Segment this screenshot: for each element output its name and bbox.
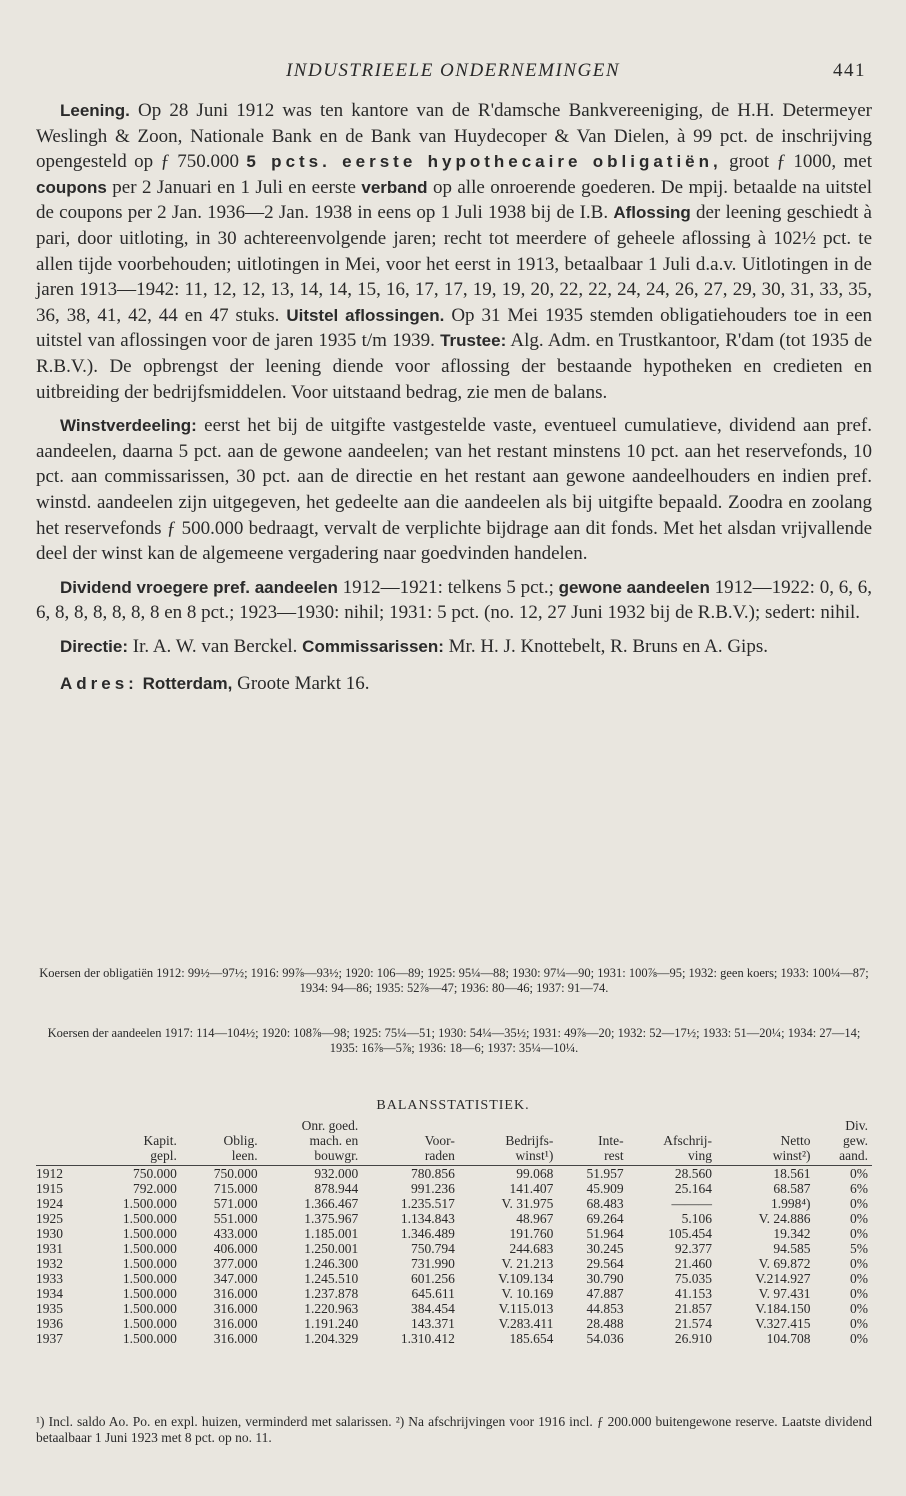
table-cell: 878.944 <box>314 1181 359 1196</box>
winst-text: eerst het bij de uitgifte vastgestelde vaste, eventueel cumulatieve, dividend aan pref. aandeelen, daarna 5 pct. aan de gewone aandeelen; van het restant minstens 10 pct. aan het reservefonds, 10 pct. aan commissarissen, 30 pct. aan de directie en het restant aan gewone aandeelhouders en indien pref. winstd. aandeelen zijn uitgegeven, het gedeelte aan die aandeelen als bij uitgifte bepaald. Zoodra en zoolang het reservefonds ƒ 500.000 bedraagt, vervalt de verplichte bijdrage aan dit fonds. Met het alsdan vrijvallende deel der winst kan de algemeene vergadering naar goedvinden handelen. <box>36 415 872 565</box>
table-cell: 1.250.001 <box>304 1241 359 1256</box>
table-header-cell: Oblig. leen. <box>181 1118 262 1166</box>
table-cell: 1.204.329 <box>304 1331 359 1346</box>
koersen-aandeelen: Koersen der aandeelen 1917: 114—104½; 1920: 108⅞—98; 1925: 75¼—51; 1930: 54¼—35½; 1931: 49⅞—20; 1932: 52—17½; 1933: 51—20¼; 1934: 27—14; 1935: 16⅞—5⅞; 1936: 18—6; 1937: 35¼—10¼. <box>47 1026 861 1055</box>
leening-bold-1: 5 pcts. eerste hypothecaire obligatiën, <box>246 152 722 172</box>
table-row <box>36 1301 872 1316</box>
table-row <box>36 1166 872 1182</box>
table-cell: 601.256 <box>410 1271 455 1286</box>
table-cell: 1.500.000 <box>122 1226 177 1241</box>
table-cell: 750.000 <box>213 1166 258 1181</box>
table-row <box>36 1286 872 1301</box>
table-cell: 51.964 <box>586 1226 624 1241</box>
leening-text-3: per 2 Januari en 1 Juli en eerste <box>106 176 362 198</box>
dividend-text-2: 1912—1922: 0, 6, 6, 6, 8, 8, 8, 8, 8, 8 en 8 pct.; 1923—1930: nihil; 1931: 5 pct. (no. 12, 27 Juni 1932 bij de R.B.V.); sedert: nihil. <box>36 576 873 624</box>
directie-paragraph <box>36 634 872 660</box>
table-cell: 750.794 <box>410 1241 455 1256</box>
table-cell: 0% <box>850 1316 868 1331</box>
body-text <box>36 98 872 705</box>
table-cell: 75.035 <box>674 1271 712 1286</box>
table-cell: 1924 <box>36 1196 63 1211</box>
adres-label: Adres: <box>60 674 138 694</box>
table-cell: 1.500.000 <box>122 1331 177 1346</box>
leening-text-4: op alle onroerende goederen. De mpij. betaalde na uitstel de coupons per 2 Jan. 1936—2 Jan. 1938 in eens op 1 Juli 1938 bij de I.B. <box>36 176 872 224</box>
table-cell: 51.957 <box>586 1166 624 1181</box>
table-cell: 571.000 <box>213 1196 258 1211</box>
table-header-cell: Afschrij- ving <box>628 1118 716 1166</box>
table-body <box>36 1166 872 1347</box>
table-cell: 1.346.489 <box>400 1226 455 1241</box>
table-cell: 1.310.412 <box>400 1331 455 1346</box>
table-row <box>36 1241 872 1256</box>
directie-label: Directie: <box>60 636 129 656</box>
table-cell: 1.500.000 <box>122 1211 177 1226</box>
running-title: INDUSTRIEELE ONDERNEMINGEN <box>285 60 620 81</box>
table-cell: 1932 <box>36 1256 63 1271</box>
table-cell: 1936 <box>36 1316 63 1331</box>
table-cell: 316.000 <box>213 1331 258 1346</box>
table-cell: 645.611 <box>411 1286 455 1301</box>
leening-bold-2: coupons <box>36 177 107 197</box>
koersen-obligatien: Koersen der obligatiën 1912: 99½—97½; 1916: 99⅞—93½; 1920: 106—89; 1925: 95¼—88; 1930: 97¼—90; 1931: 100⅞—95; 1932: geen koers; 1933: 100¼—87; 1934: 94—86; 1935: 52⅞—47; 1936: 80—46; 1937: 91—74. <box>39 966 869 995</box>
table-cell: 1.220.963 <box>304 1301 359 1316</box>
page-number: 441 <box>833 60 866 81</box>
table-cell: 68.483 <box>586 1196 624 1211</box>
table-cell: 1.235.517 <box>400 1196 455 1211</box>
table-cell: 377.000 <box>213 1256 258 1271</box>
table-cell: 68.587 <box>773 1181 811 1196</box>
table-cell: 105.454 <box>668 1226 712 1241</box>
table-cell: 433.000 <box>213 1226 258 1241</box>
table-row <box>36 1331 872 1346</box>
adres-paragraph <box>36 671 872 697</box>
footnote: ¹) Incl. saldo Ao. Po. en expl. huizen, verminderd met salarissen. ²) Na afschrijvingen voor 1916 incl. ƒ 200.000 buitengewone reserve. Laatste dividend betaalbaar 1 Juni 1923 met 8 pct. op no. 11. <box>36 1414 872 1445</box>
table-cell: V.109.134 <box>498 1271 554 1286</box>
table-cell: 191.760 <box>509 1226 554 1241</box>
leening-text-2: groot ƒ 1000, met <box>721 151 872 173</box>
table-cell: 21.857 <box>674 1301 712 1316</box>
table-cell: 316.000 <box>213 1301 258 1316</box>
table-row <box>36 1271 872 1286</box>
leening-text-6: Op 31 Mei 1935 stemden obligatiehouders toe in een uitstel van aflossingen voor de jaren 1935 t/m 1939. <box>36 304 873 352</box>
table-cell: 5.106 <box>681 1211 712 1226</box>
table-cell: 1.500.000 <box>122 1271 177 1286</box>
table-cell: 1.185.001 <box>304 1226 359 1241</box>
table-cell: V.115.013 <box>498 1301 554 1316</box>
table-cell: 0% <box>850 1166 868 1181</box>
table-cell: 731.990 <box>410 1256 455 1271</box>
table-row <box>36 1226 872 1241</box>
dividend-paragraph <box>36 575 872 626</box>
table-cell: V. 10.169 <box>501 1286 554 1301</box>
table-cell: 750.000 <box>132 1166 177 1181</box>
leening-text-7: Alg. Adm. en Trustkantoor, R'dam (tot 1935 de R.B.V.). De opbrengst der leening diende voor aflossing der bestaande hypotheken en credieten en uitbreiding der bedrijfsmiddelen. Voor uitstaand bedrag, zie men de balans. <box>36 330 872 403</box>
table-cell: 0% <box>850 1286 868 1301</box>
commissarissen-label: Commissarissen: <box>302 636 444 656</box>
table-cell: 1.500.000 <box>122 1256 177 1271</box>
table-cell: 1.237.878 <box>304 1286 359 1301</box>
table-cell: 99.068 <box>516 1166 554 1181</box>
table-cell: 19.342 <box>773 1226 811 1241</box>
leening-label: Leening. <box>60 101 130 120</box>
table-cell: 715.000 <box>213 1181 258 1196</box>
table-cell: 141.407 <box>509 1181 554 1196</box>
table-cell: 1.134.843 <box>400 1211 455 1226</box>
dividend-label-1: Dividend vroegere pref. aandeelen <box>60 577 338 597</box>
table-header-cell: Div. gew. aand. <box>815 1118 872 1166</box>
table-cell: 28.488 <box>586 1316 624 1331</box>
table-header-row <box>36 1118 872 1166</box>
table-row <box>36 1211 872 1226</box>
table-cell: 1.366.467 <box>304 1196 359 1211</box>
table-cell: 25.164 <box>674 1181 712 1196</box>
table-row <box>36 1316 872 1331</box>
winst-paragraph <box>36 413 872 567</box>
table-cell: 406.000 <box>213 1241 258 1256</box>
table-cell: 932.000 <box>314 1166 359 1181</box>
table-row <box>36 1196 872 1211</box>
leening-bold-4: Aflossing <box>613 203 691 223</box>
leening-text-5: der leening geschiedt à pari, door uitloting, in 30 achtereenvolgende jaren; recht tot meerdere of geheele aflossing à 102½ pct. te allen tijde voorbehouden; uitlotingen in Mei, voor het eerst in 1913, betaalbaar 1 Juli d.a.v. Uitlotingen in de jaren 1913—1942: 11, 12, 12, 13, 14, 14, 15, 16, 17, 17, 19, 19, 20, 22, 22, 24, 24, 26, 27, 29, 30, 31, 33, 35, 36, 38, 41, 42, 44 en 47 stuks. <box>36 202 872 326</box>
table-cell: V. 24.886 <box>758 1211 811 1226</box>
table-cell: 792.000 <box>132 1181 177 1196</box>
table-cell: 1.246.300 <box>304 1256 359 1271</box>
table-cell: 104.708 <box>766 1331 811 1346</box>
table-cell: V. 31.975 <box>501 1196 554 1211</box>
adres-city: Rotterdam, <box>142 674 233 694</box>
table-cell: 316.000 <box>213 1286 258 1301</box>
table-cell: 44.853 <box>586 1301 624 1316</box>
leening-bold-3: verband <box>361 177 428 197</box>
table-cell: 5% <box>850 1241 868 1256</box>
table-cell: 143.371 <box>410 1316 455 1331</box>
table-cell: V.184.150 <box>755 1301 811 1316</box>
leening-bold-6: Trustee: <box>440 331 507 351</box>
table-cell: 48.967 <box>516 1211 554 1226</box>
table-cell: 92.377 <box>674 1241 712 1256</box>
table-header-cell: Netto winst²) <box>716 1118 815 1166</box>
table-cell: 18.561 <box>773 1166 811 1181</box>
winst-label: Winstverdeeling: <box>60 416 197 436</box>
table-cell: 0% <box>850 1271 868 1286</box>
table-cell: V.214.927 <box>755 1271 811 1286</box>
table-cell: 347.000 <box>213 1271 258 1286</box>
table-cell: 1925 <box>36 1211 63 1226</box>
table-cell: 30.245 <box>586 1241 624 1256</box>
table-cell: 244.683 <box>509 1241 554 1256</box>
balans-title: BALANSSTATISTIEK. <box>376 1098 530 1113</box>
table-cell: V. 21.213 <box>501 1256 554 1271</box>
table-cell: 1.191.240 <box>304 1316 359 1331</box>
table-cell: 21.460 <box>674 1256 712 1271</box>
table-cell: 0% <box>850 1196 868 1211</box>
adres-street: Groote Markt 16. <box>232 673 370 695</box>
table-header-cell: Bedrijfs- winst¹) <box>459 1118 558 1166</box>
table-header-cell: Voor- raden <box>362 1118 459 1166</box>
table-cell: 1.375.967 <box>304 1211 359 1226</box>
table-cell: 384.454 <box>410 1301 455 1316</box>
table-cell: V. 97.431 <box>758 1286 811 1301</box>
table-cell: 0% <box>850 1331 868 1346</box>
balans-table <box>36 1118 872 1346</box>
table-cell: 29.564 <box>586 1256 624 1271</box>
table-cell: 1931 <box>36 1241 63 1256</box>
table-cell: 0% <box>850 1211 868 1226</box>
table-cell: 30.790 <box>586 1271 624 1286</box>
table-header-cell: Inte- rest <box>557 1118 627 1166</box>
table-header-cell: Kapit. gepl. <box>84 1118 181 1166</box>
table-cell: ——— <box>671 1196 712 1211</box>
table-cell: 0% <box>850 1256 868 1271</box>
leening-paragraph <box>36 98 872 405</box>
table-cell: 1.500.000 <box>122 1196 177 1211</box>
table-cell: 1934 <box>36 1286 63 1301</box>
table-cell: 1912 <box>36 1166 63 1181</box>
table-cell: 54.036 <box>586 1331 624 1346</box>
table-cell: 94.585 <box>773 1241 811 1256</box>
table-cell: 0% <box>850 1301 868 1316</box>
table-row <box>36 1256 872 1271</box>
table-cell: 21.574 <box>674 1316 712 1331</box>
table-cell: 45.909 <box>586 1181 624 1196</box>
table-cell: 1.500.000 <box>122 1241 177 1256</box>
table-cell: 551.000 <box>213 1211 258 1226</box>
leening-text-1: Op 28 Juni 1912 was ten kantore van de R'damsche Bankvereeniging, de H.H. Determeyer Weslingh & Zoon, Nationale Bank en de Bank van Huydecoper & Van Dielen, à 99 pct. de inschrijving opengesteld op ƒ 750.000 <box>36 100 872 173</box>
table-cell: 1.500.000 <box>122 1301 177 1316</box>
table-cell: V.283.411 <box>498 1316 554 1331</box>
table-cell: 1.500.000 <box>122 1286 177 1301</box>
table-cell: 69.264 <box>586 1211 624 1226</box>
table-cell: 41.153 <box>674 1286 712 1301</box>
table-cell: V.327.415 <box>755 1316 811 1331</box>
table-cell: 26.910 <box>674 1331 712 1346</box>
table-cell: 47.887 <box>586 1286 624 1301</box>
dividend-label-2: gewone aandeelen <box>558 577 710 597</box>
dividend-text-1: 1912—1921: telkens 5 pct.; <box>337 576 559 598</box>
table-cell: 185.654 <box>509 1331 554 1346</box>
commissarissen-text: Mr. H. J. Knottebelt, R. Bruns en A. Gips. <box>443 635 768 657</box>
table-cell: 316.000 <box>213 1316 258 1331</box>
table-cell: 1935 <box>36 1301 63 1316</box>
directie-text: Ir. A. W. van Berckel. <box>128 635 303 657</box>
table-cell: 1.500.000 <box>122 1316 177 1331</box>
leening-bold-5: Uitstel aflossingen. <box>286 305 445 325</box>
page-header <box>36 60 870 90</box>
table-cell: V. 69.872 <box>758 1256 811 1271</box>
table-header-cell: Onr. goed. mach. en bouwgr. <box>262 1118 363 1166</box>
table-cell: 1937 <box>36 1331 63 1346</box>
table-cell: 780.856 <box>410 1166 455 1181</box>
table-cell: 991.236 <box>410 1181 455 1196</box>
table-cell: 1933 <box>36 1271 63 1286</box>
table-cell: 0% <box>850 1226 868 1241</box>
table-cell: 28.560 <box>674 1166 712 1181</box>
table-cell: 1.998⁴) <box>770 1196 811 1211</box>
table-cell: 1930 <box>36 1226 63 1241</box>
table-cell: 1915 <box>36 1181 63 1196</box>
table-cell: 1.245.510 <box>304 1271 359 1286</box>
table-row <box>36 1181 872 1196</box>
table-header-cell <box>36 1118 84 1166</box>
table-cell: 6% <box>850 1181 868 1196</box>
